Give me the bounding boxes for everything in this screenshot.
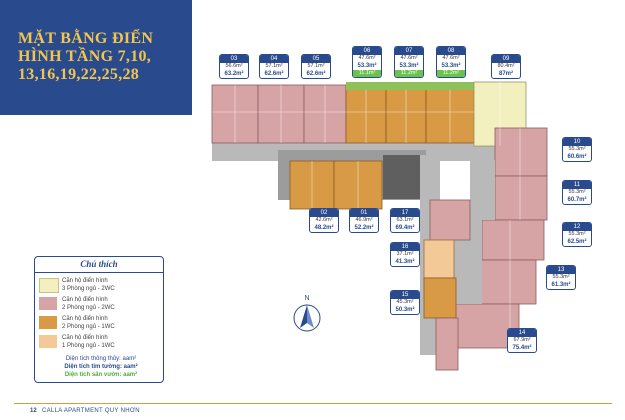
legend-item-1br-1wc	[39, 333, 161, 351]
legend-swatch	[39, 297, 57, 310]
unit-label-12: 12 55.3m² 62.5m²	[562, 222, 592, 247]
title-line-1: MẶT BẰNG ĐIỂN	[18, 30, 154, 47]
unit-12	[482, 220, 544, 260]
unit-label-04: 04 57.1m² 62.6m²	[259, 54, 289, 79]
unit-label-09: 09 80.4m² 87m²	[491, 54, 521, 79]
legend-label: Căn hộ điển hình	[62, 278, 108, 284]
project-name: CALLA APARTMENT QUY NHƠN	[42, 408, 140, 414]
unit-label-02: 02 42.6m² 48.2m²	[309, 208, 339, 233]
unit-10	[495, 128, 547, 176]
right-corridor	[470, 160, 495, 220]
legend-sublabel: 3 Phòng ngủ - 2WC	[62, 286, 115, 292]
unit-label-15: 15 45.3m² 50.3m²	[390, 290, 420, 315]
title-line-2: HÌNH TẦNG 7,10,	[18, 48, 152, 65]
footer	[0, 393, 625, 420]
legend-sublabel: 1 Phòng ngủ - 1WC	[62, 343, 115, 349]
unit-label-14: 14 67.9m² 75.4m²	[507, 328, 537, 353]
unit-label-16: 16 37.1m² 41.3m²	[390, 242, 420, 267]
unit-label-06: 06 47.6m² 53.3m² 11.1m²	[352, 46, 382, 78]
legend-item-2br-1wc	[39, 314, 161, 332]
legend-swatch	[39, 335, 57, 348]
unit-label-13: 13 55.3m² 61.3m²	[546, 265, 576, 290]
unit-16	[424, 240, 454, 278]
legend-note-wall-area: Diện tích tim tường: aam²	[64, 364, 138, 370]
legend-label: Căn hộ điển hình	[62, 335, 108, 341]
unit-17	[430, 200, 470, 240]
unit-11	[495, 176, 547, 220]
unit-14-tail	[436, 318, 458, 370]
page-number: 12	[30, 408, 37, 414]
legend-note-clear-area: Diện tích thông thủy: aam²	[65, 356, 137, 362]
unit-label-11: 11 55.3m² 60.7m²	[562, 180, 592, 205]
legend-title: Chú thích	[35, 257, 163, 273]
legend-swatch	[39, 278, 59, 293]
unit-label-08: 08 47.6m² 53.3m² 11.2m²	[436, 46, 466, 78]
unit-label-17: 17 63.1m² 69.4m²	[390, 208, 420, 233]
legend-note-garden-area: Diện tích sân vườn: aam²	[64, 372, 138, 378]
compass-label: N	[304, 295, 310, 302]
legend-sublabel: 2 Phòng ngủ - 1WC	[62, 324, 115, 330]
legend-sublabel: 2 Phòng ngủ - 2WC	[62, 305, 115, 311]
garden-strip	[346, 82, 474, 90]
legend-item-3br-2wc	[39, 276, 161, 294]
unit-label-05: 05 57.1m² 62.6m²	[301, 54, 331, 79]
title-line-3: 13,16,19,22,25,28	[18, 66, 140, 83]
legend-label: Căn hộ điển hình	[62, 316, 108, 322]
unit-label-10: 10 55.3m² 60.6m²	[562, 137, 592, 162]
legend-item-2br-2wc	[39, 295, 161, 313]
unit-15	[424, 278, 456, 318]
stair-core	[383, 155, 423, 199]
footer-rule	[14, 403, 612, 404]
legend	[34, 256, 164, 383]
compass	[285, 292, 329, 336]
unit-label-01: 01 46.9m² 52.2m²	[349, 208, 379, 233]
unit-label-03: 03 56.6m² 63.2m²	[219, 54, 249, 79]
north-arrow-icon	[285, 292, 329, 336]
legend-swatch	[39, 316, 57, 329]
legend-label: Căn hộ điển hình	[62, 297, 108, 303]
unit-label-07: 07 47.6m² 53.3m² 11.2m²	[394, 46, 424, 78]
